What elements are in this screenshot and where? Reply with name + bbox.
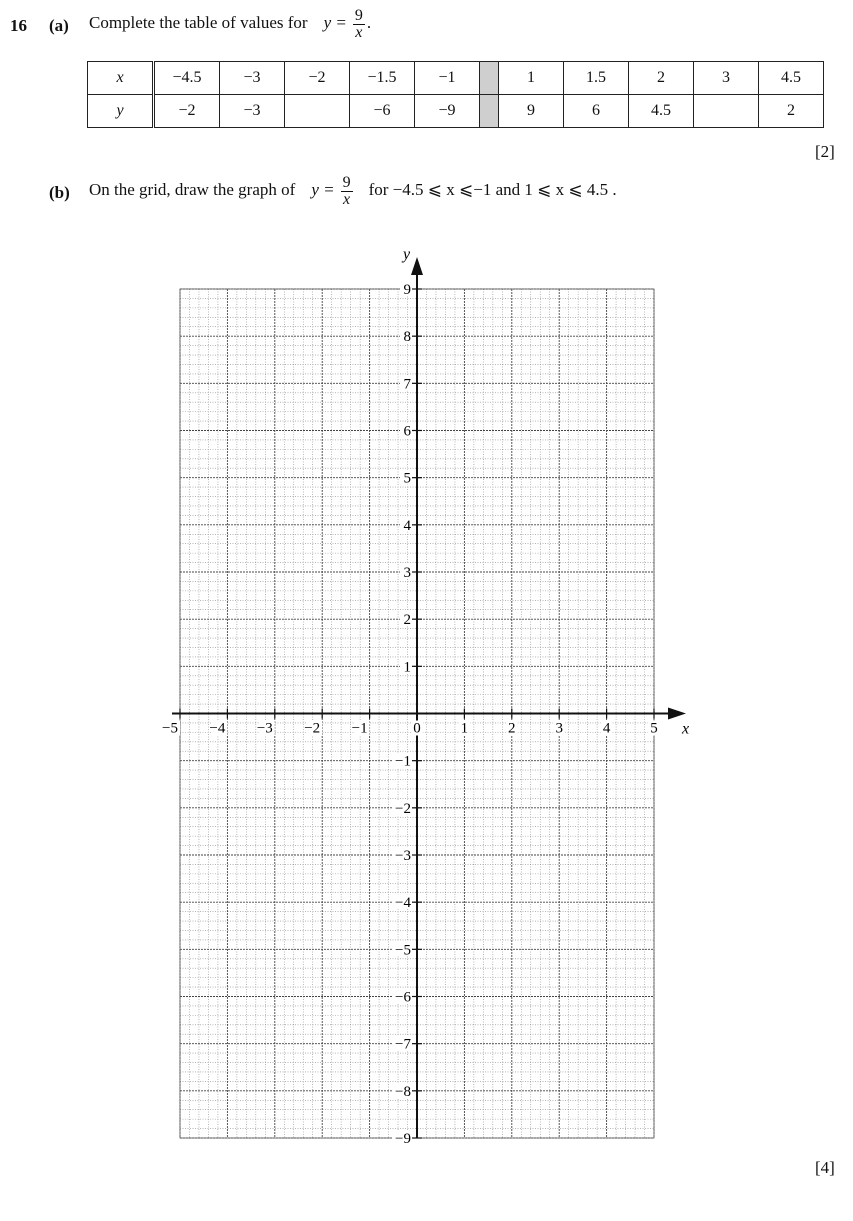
question-number: 16 [10,16,27,35]
y-tick-label: −1 [395,753,411,770]
y-tick-label: −6 [395,989,411,1006]
table-cell: 2 [629,62,694,95]
y-tick-label: 5 [403,470,411,487]
y-tick-label: 3 [403,565,411,581]
y-tick-label: 6 [403,423,411,440]
y-tick-label: −5 [395,942,411,959]
part-a-text: Complete the table of values for [89,13,308,33]
y-tick-label: 7 [403,376,411,393]
part-a-label: (a) [49,16,69,35]
y-tick-label: −3 [395,848,411,864]
y-tick-label: 4 [403,517,411,534]
table-cell: −4.5 [154,62,220,95]
part-b-marks: [4] [815,1158,835,1177]
part-a-period: . [366,13,372,33]
x-tick-label: −1 [351,720,368,737]
x-tick-label: 5 [650,720,658,737]
part-b-label: (b) [49,183,70,202]
table-cell: −6 [350,95,415,128]
y-tick-label: −8 [395,1083,411,1100]
x-tick-label: −3 [256,720,273,737]
y-axis-label: y [403,246,411,263]
y-tick-label: 2 [403,612,411,629]
table-cell: 6 [564,95,629,128]
table-cell: −1 [415,62,480,95]
table-cell: −9 [415,95,480,128]
table-cell: −3 [220,95,285,128]
x-tick-label: 3 [555,720,563,737]
y-header: y [88,95,154,128]
part-b-range: for −4.5 ⩽ x ⩽−1 and 1 ⩽ x ⩽ 4.5 . [368,180,617,200]
part-b-denominator: x [343,191,351,208]
table-cell: 4.5 [629,95,694,128]
y-tick-label: 9 [403,282,411,298]
x-tick-label: −5 [162,720,178,737]
table-cell: −1.5 [350,62,415,95]
part-b-equation-lhs: y = [311,180,335,200]
table-cell: −3 [220,62,285,95]
x-tick-label: 4 [602,720,611,737]
table-cell: 3 [694,62,759,95]
y-tick-label: −2 [395,800,411,817]
x-tick-label: 2 [508,720,516,737]
part-a-marks: [2] [815,142,835,161]
x-tick-label: −2 [304,720,321,737]
y-tick-label: 8 [403,329,411,346]
x-tick-label: 1 [460,720,469,737]
table-cell: 1 [499,62,564,95]
part-b-numerator: 9 [342,174,351,191]
y-axis-arrow-icon [411,257,423,275]
part-b-text: On the grid, draw the graph of [89,180,296,200]
table-cell: 9 [499,95,564,128]
x-axis-label: x [682,720,690,738]
table-cell: 2 [759,95,824,128]
y-tick-label: 1 [403,659,411,676]
part-a-numerator: 9 [354,7,363,24]
x-axis-arrow-icon [668,708,686,720]
x-tick-label: 0 [413,720,421,737]
y-tick-label: −9 [395,1131,411,1147]
table-cell: 1.5 [564,62,629,95]
table-cell: −2 [285,62,350,95]
x-header: x [88,62,154,95]
table-cell: −2 [154,95,220,128]
part-a-equation-lhs: y = [323,13,347,33]
table-cell: 4.5 [759,62,824,95]
part-a-denominator: x [355,24,363,41]
x-tick-label: −4 [209,720,226,737]
y-tick-label: −7 [395,1036,411,1053]
y-tick-label: −4 [395,895,411,912]
